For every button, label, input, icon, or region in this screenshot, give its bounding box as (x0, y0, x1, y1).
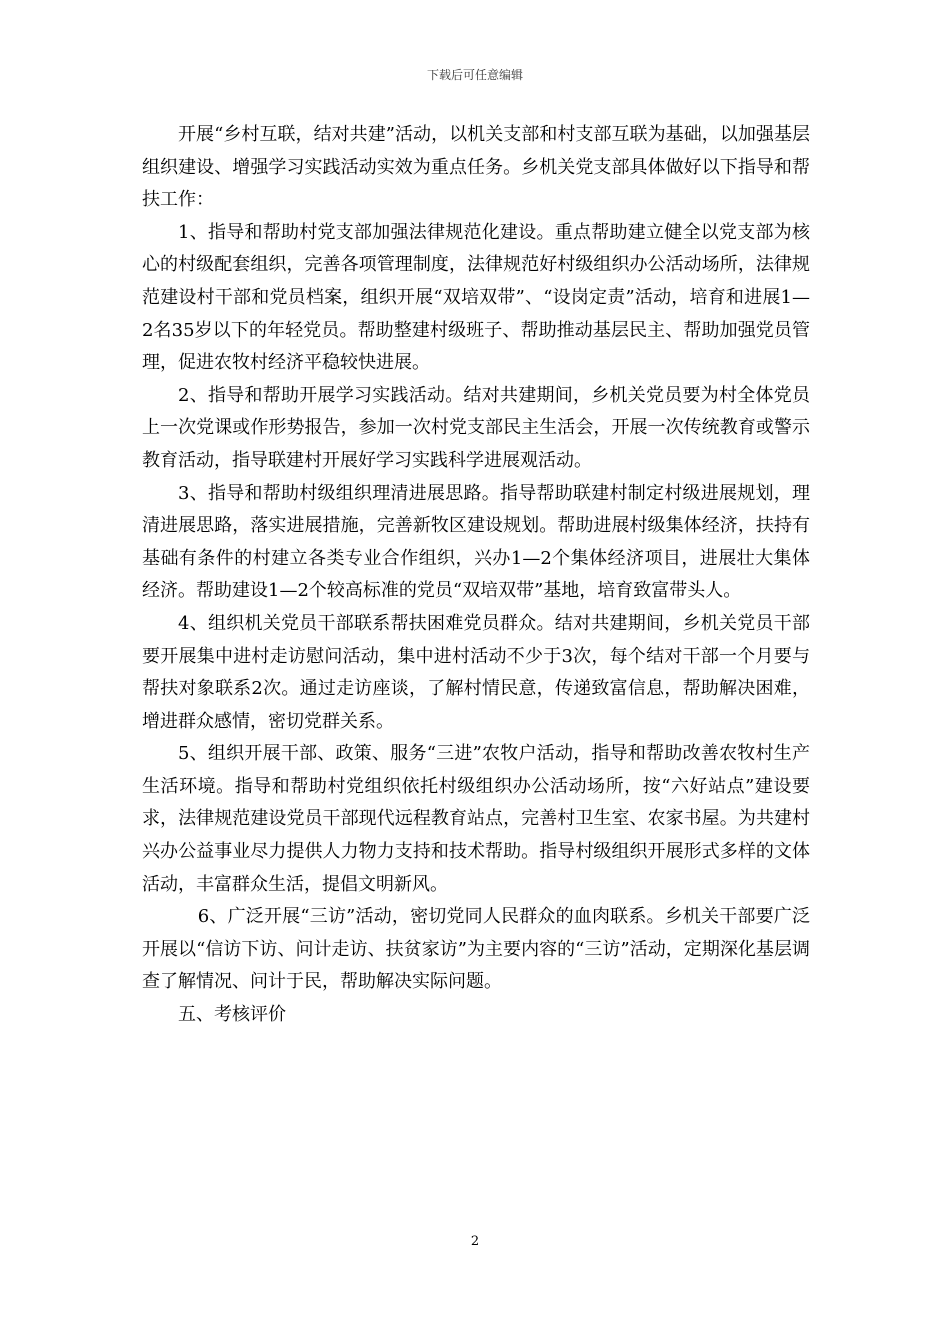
paragraph-item-4: 4、组织机关党员干部联系帮扶困难党员群众。结对共建期间，乡机关党员干部要开展集中进村走访慰问活动，集中进村活动不少于3次，每个结对干部一个月要与帮扶对象联系2次。通过走访座谈，了解村情民意，传递致富信息，帮助解决困难，增进群众感情，密切党群关系。 (142, 612, 810, 732)
section-heading-assessment: 五、考核评价 (178, 1004, 286, 1026)
document-body (142, 119, 810, 1032)
paragraph-item-1: 1、指导和帮助村党支部加强法律规范化建设。重点帮助建立健全以党支部为核心的村级配套组织，完善各项管理制度，法律规范好村级组织办公活动场所，法律规范建设村干部和党员档案，组织开展“双培双带”、“设岗定责”活动，培育和进展1—2名35岁以下的年轻党员。帮助整建村级班子、帮助推动基层民主、帮助加强党员管理，促进农牧村经济平稳较快进展。 (142, 221, 810, 374)
paragraph-intro: 开展“乡村互联，结对共建”活动，以机关支部和村支部互联为基础，以加强基层组织建设、增强学习实践活动实效为重点任务。乡机关党支部具体做好以下指导和帮扶工作： (142, 124, 810, 211)
paragraph-item-3: 3、指导和帮助村级组织理清进展思路。指导帮助联建村制定村级进展规划，理清进展思路，落实进展措施，完善新牧区建设规划。帮助进展村级集体经济，扶持有基础有条件的村建立各类专业合作组织，兴办1—2个集体经济项目，进展壮大集体经济。帮助建设1—2个较高标准的党员“双培双带”基地，培育致富带头人。 (142, 482, 810, 602)
paragraph-item-2: 2、指导和帮助开展学习实践活动。结对共建期间，乡机关党员要为村全体党员上一次党课或作形势报告，参加一次村党支部民主生活会，开展一次传统教育或警示教育活动，指导联建村开展好学习实践科学进展观活动。 (142, 384, 810, 471)
paragraph-item-5: 5、组织开展干部、政策、服务“三进”农牧户活动，指导和帮助改善农牧村生产生活环境。指导和帮助村党组织依托村级组织办公活动场所，按“六好站点”建设要求，法律规范建设党员干部现代远程教育站点，完善村卫生室、农家书屋。为共建村兴办公益事业尽力提供人力物力支持和技术帮助。指导村级组织开展形式多样的文体活动，丰富群众生活，提倡文明新风。 (142, 743, 810, 895)
page-number: 2 (470, 1234, 480, 1249)
header-note: 下载后可任意编辑 (426, 68, 523, 82)
paragraph-item-6: 6、广泛开展“三访”活动，密切党同人民群众的血肉联系。乡机关干部要广泛开展以“信访下访、问计走访、扶贫家访”为主要内容的“三访”活动，定期深化基层调查了解情况、问计于民，帮助解决实际问题。 (142, 906, 810, 993)
